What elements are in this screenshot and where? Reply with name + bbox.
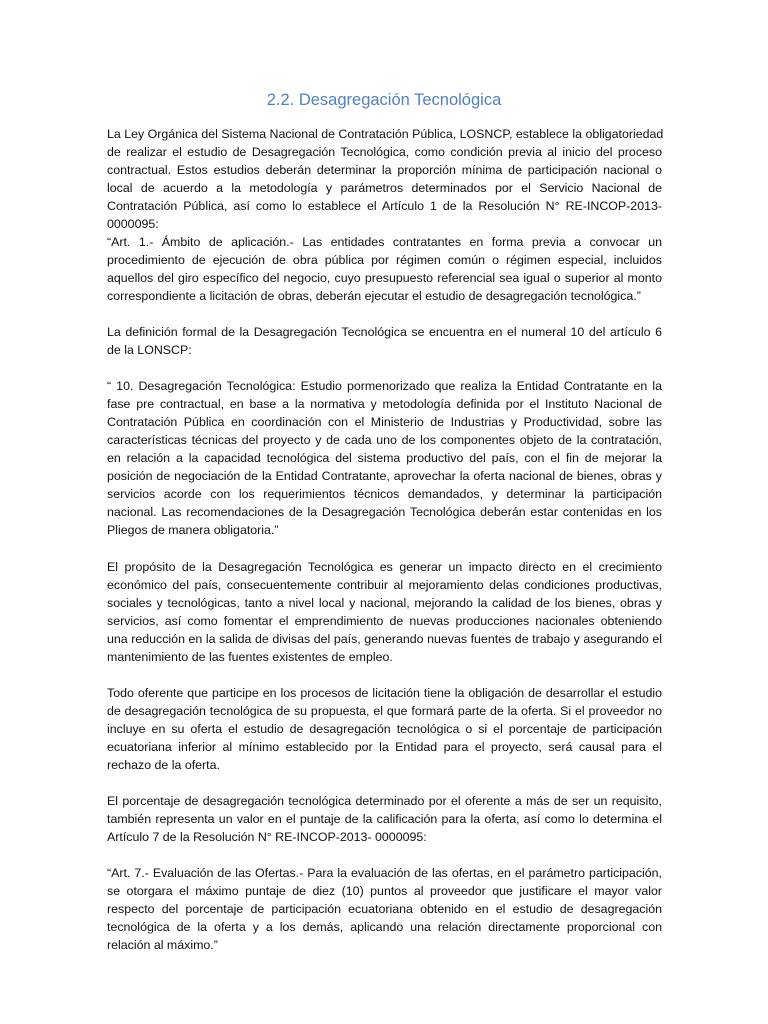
body-text-line: de realizar el estudio de Desagregación Tecnológica, como condición previa al inicio del proceso [107, 145, 662, 159]
body-text-line: contractual. Estos estudios deberán determinar la proporción mínima de participación nacional o [107, 163, 662, 177]
body-text-line: servicios, así como fomentar el emprendimiento de nuevas producciones nacionales obteniendo [107, 614, 662, 628]
body-text-line: características técnicas del proyecto y de cada uno de los componentes objeto de la contratación, [107, 433, 662, 447]
body-text-line: “Art. 1.- Ámbito de aplicación.- Las entidades contratantes en forma previa a convocar un [107, 235, 662, 249]
body-text-line: “Art. 7.- Evaluación de las Ofertas.- Para la evaluación de las ofertas, en el parámetro participación, [107, 866, 662, 880]
body-text-line: La definición formal de la Desagregación Tecnológica se encuentra en el numeral 10 del artículo 6 [107, 325, 662, 339]
body-text-line: Artículo 7 de la Resolución N° RE-INCOP-2013- 0000095: [107, 830, 427, 844]
body-text-line: mantenimiento de las fuentes existentes de empleo. [107, 650, 393, 664]
body-text-line: relación al máximo.” [107, 938, 218, 952]
body-text-line: Pliegos de manera obligatoria.” [107, 523, 279, 537]
body-text-line: 0000095: [107, 217, 159, 231]
body-text-line: El propósito de la Desagregación Tecnológica es generar un impacto directo en el crecimiento [107, 560, 662, 574]
body-text-line: se otorgara el máximo puntaje de diez (10) puntos al proveedor que justificare el mayor valor [107, 884, 662, 898]
body-text-line: una reducción en la salida de divisas del país, generando nuevas fuentes de trabajo y asegurando el [107, 632, 662, 646]
body-text-line: sociales y tecnológicas, tanto a nivel local y nacional, mejorando la calidad de los bienes, obras y [107, 596, 662, 610]
body-text-line: El porcentaje de desagregación tecnológica determinado por el oferente a más de ser un requisito, [107, 794, 662, 808]
body-text-line: nacional. Las recomendaciones de la Desagregación Tecnológica deberán estar contenidas en los [107, 505, 662, 519]
body-text-line: también representa un valor en el puntaje de la calificación para la oferta, así como lo determina el [107, 812, 662, 826]
body-text-line: Todo oferente que participe en los procesos de licitación tiene la obligación de desarrollar el estudio [107, 686, 662, 700]
body-text-line: económico del país, consecuentemente contribuir al mejoramiento delas condiciones productivas, [107, 578, 662, 592]
body-text-line: procedimiento de ejecución de obra pública por régimen común o régimen especial, incluidos [107, 253, 662, 267]
body-text-line: “ 10. Desagregación Tecnológica: Estudio pormenorizado que realiza la Entidad Contratante en la [107, 379, 662, 393]
body-text-line: posición de negociación de la Entidad Contratante, aprovechar la oferta nacional de bienes, obras y [107, 469, 662, 483]
body-text-line: aquellos del giro específico del negocio, cuyo presupuesto referencial sea igual o superior al monto [107, 271, 662, 285]
body-text-line: de la LONSCP: [107, 343, 192, 357]
body-text-line: servicios acorde con los requerimientos técnicos demandados, y determinar la participación [107, 487, 662, 501]
body-text-line: respecto del porcentaje de participación ecuatoriana obtenido en el estudio de desagregación [107, 902, 662, 916]
body-text-line: Contratación Pública en coordinación con el Ministerio de Industrias y Productividad, sobre las [107, 415, 662, 429]
body-text-line: Contratación Pública, así como lo establece el Artículo 1 de la Resolución N° RE-INCOP-2013- [107, 199, 662, 213]
body-text-line: fase pre contractual, en base a la normativa y metodología definida por el Instituto Nacional de [107, 397, 662, 411]
body-text-line: local de acuerdo a la metodología y parámetros determinados por el Servicio Nacional de [107, 181, 662, 195]
body-text-line: tecnológica de la oferta y a los demás, aplicando una relación directamente proporcional con [107, 920, 662, 934]
body-text-line: incluye en su oferta el estudio de desagregación tecnológica o si el porcentaje de participación [107, 722, 662, 736]
section-title: 2.2. Desagregación Tecnológica [266, 91, 502, 109]
body-text-line: rechazo de la oferta. [107, 758, 220, 772]
body-text-line: La Ley Orgánica del Sistema Nacional de Contratación Pública, LOSNCP, establece la obligatoriedad [107, 127, 664, 141]
body-text-line: en relación a la capacidad tecnológica del sistema productivo del país, con el fin de mejorar la [107, 451, 662, 465]
body-text-line: correspondiente a licitación de obras, deberán ejecutar el estudio de desagregación tecnológica.” [107, 289, 641, 303]
body-text-line: de desagregación tecnológica de su propuesta, el que formará parte de la oferta. Si el proveedor no [107, 704, 662, 718]
body-text-line: ecuatoriana inferior al mínimo establecido por la Entidad para el proyecto, será causal para el [107, 740, 662, 754]
